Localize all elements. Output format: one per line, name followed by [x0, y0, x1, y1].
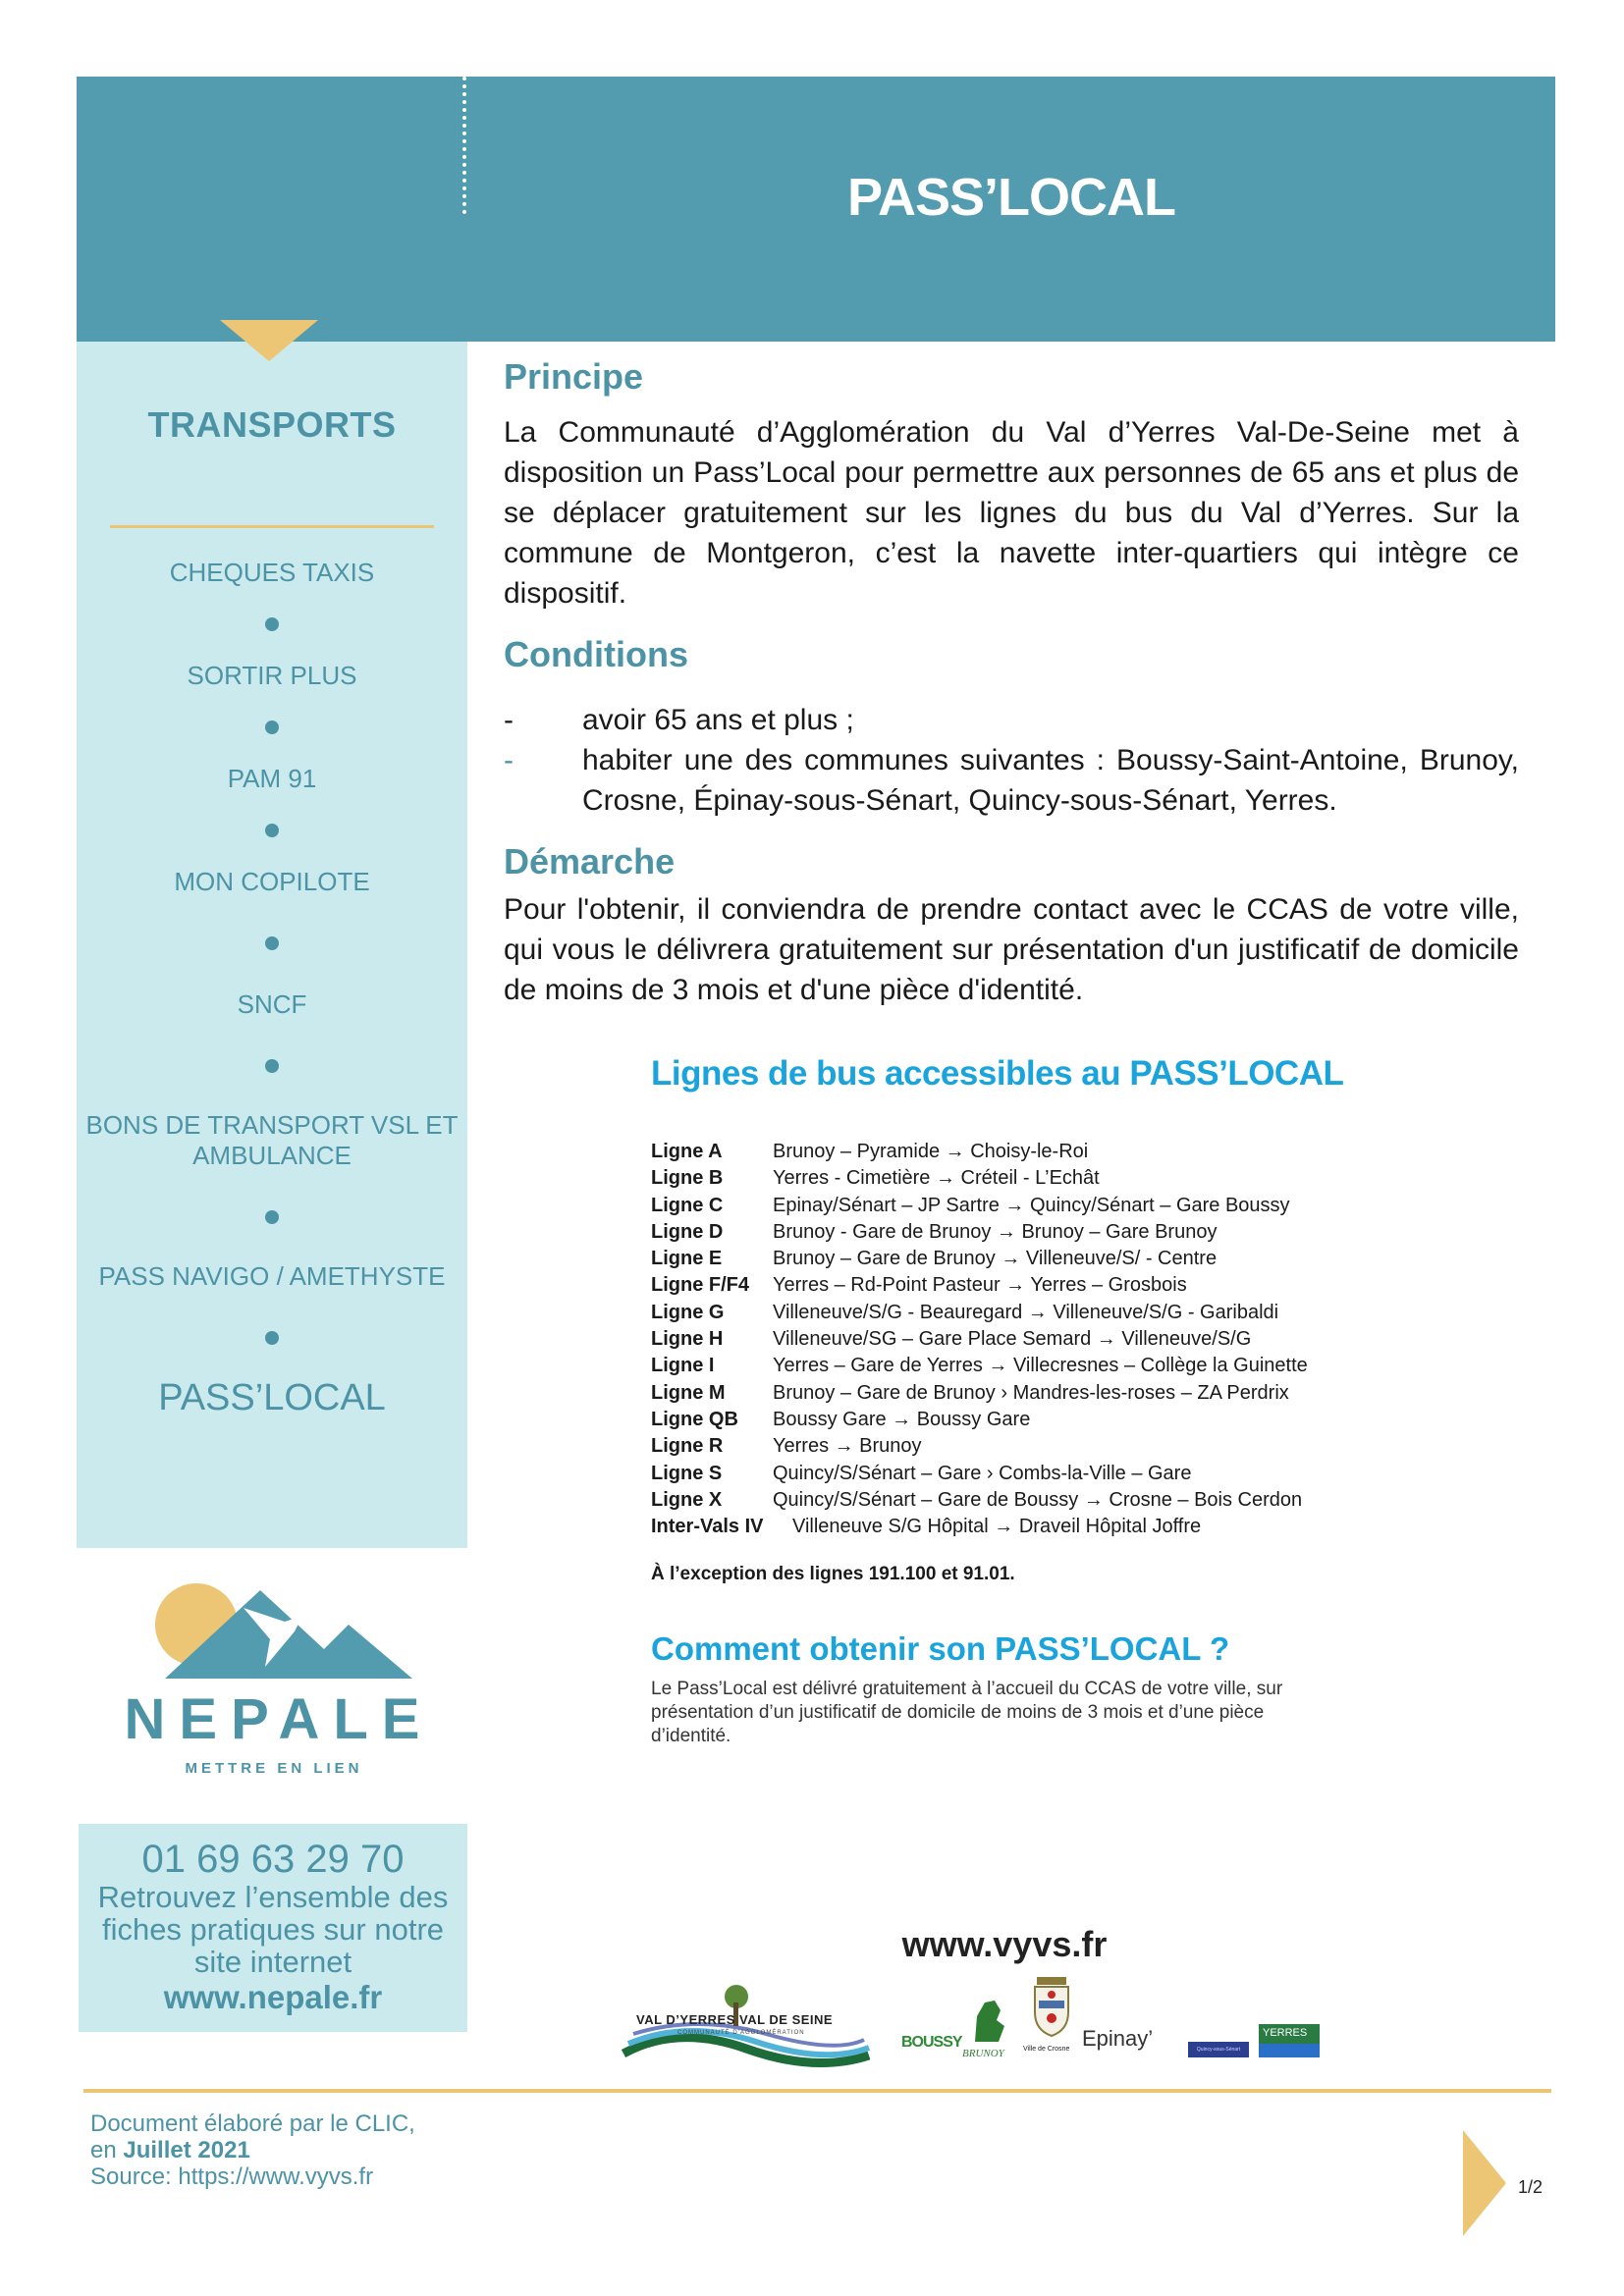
bullet-icon	[265, 1059, 279, 1073]
partner-logos	[619, 1975, 1365, 2073]
sidebar-heading: TRANSPORTS	[147, 404, 397, 445]
bus-line-route: Brunoy - Gare de Brunoy → Brunoy – Gare Brunoy	[773, 1220, 1218, 1243]
bus-line-route: Villeneuve/S/G - Beauregard → Villeneuve/S/G - Garibaldi	[773, 1301, 1279, 1323]
bullet-icon	[265, 824, 279, 837]
bus-line-route: Brunoy – Pyramide → Choisy-le-Roi	[773, 1141, 1089, 1162]
bus-line-row	[651, 1380, 1308, 1407]
condition-text: habiter une des communes suivantes : Boussy-Saint-Antoine, Brunoy, Crosne, Épinay-sous-Sénart, Quincy-sous-Sénart, Yerres.	[582, 744, 1519, 817]
demarche-text: Pour l'obtenir, il conviendra de prendre contact avec le CCAS de votre ville, qui vous le délivrera gratuitement sur présentation d'un justificatif de domicile de moins de 3 mois et d'une pièce d'identité.	[504, 893, 1519, 1006]
bus-line-name: Ligne A	[651, 1141, 723, 1162]
dotted-divider	[462, 77, 466, 214]
bus-line-name: Ligne D	[651, 1220, 724, 1243]
bus-line-route: Yerres – Rd-Point Pasteur → Yerres – Grosbois	[773, 1274, 1187, 1297]
dash-bullet-icon: -	[504, 744, 514, 776]
condition-text: avoir 65 ans et plus ;	[582, 704, 854, 736]
footer-line-1: Document élaboré par le CLIC,	[90, 2110, 415, 2137]
how-to-obtain-text: Le Pass’Local est délivré gratuitement à l’accueil du CCAS de votre ville, sur présentation d’un justificatif de domicile de moins de 3 mois et d’une pièce d’identité.	[651, 1679, 1283, 1747]
brunoy-lion-icon	[967, 1997, 1011, 2044]
sidebar-item-mon-copilote[interactable]: MON COPILOTE	[174, 867, 370, 896]
footer-date: Juillet 2021	[123, 2137, 250, 2163]
boussy-logo: BOUSSY	[901, 2034, 962, 2051]
bus-line-name: Ligne G	[651, 1301, 725, 1323]
footer-date-prefix: en	[90, 2137, 124, 2163]
bus-line-route: Quincy/S/Sénart – Gare de Boussy → Crosne – Bois Cerdon	[773, 1488, 1303, 1511]
next-page-arrow-icon[interactable]	[1463, 2130, 1506, 2236]
contact-box	[79, 1824, 467, 2032]
conditions-list	[504, 700, 1519, 821]
bus-line-row	[651, 1139, 1308, 1165]
main-content	[504, 353, 1519, 1010]
crosne-crest-icon	[1029, 1975, 1074, 2040]
bus-line-name: Ligne F/F4	[651, 1274, 749, 1297]
bus-line-row	[651, 1326, 1308, 1353]
bus-line-row	[651, 1193, 1308, 1219]
footer-line-2	[90, 2137, 415, 2163]
bus-line-row	[651, 1353, 1308, 1379]
bus-line-row	[651, 1246, 1308, 1272]
bus-line-route: Quincy/S/Sénart – Gare › Combs-la-Ville – Gare	[773, 1462, 1192, 1484]
bus-line-name: Ligne X	[651, 1488, 723, 1511]
sidebar-menu	[77, 558, 467, 1419]
bus-line-name: Inter-Vals IV	[651, 1516, 764, 1538]
yerres-logo-band	[1259, 2044, 1320, 2057]
bus-line-row	[651, 1272, 1308, 1299]
bus-lines-block	[651, 1052, 1358, 1748]
bus-line-row	[651, 1433, 1308, 1460]
quincy-logo: Quincy-sous-Sénart	[1188, 2042, 1249, 2057]
sidebar-item-pam-91[interactable]: PAM 91	[227, 764, 317, 793]
contact-text: Retrouvez l’ensemble des fiches pratiques sur notre site internet	[97, 1880, 449, 1979]
how-to-obtain-title: Comment obtenir son PASS’LOCAL ?	[651, 1630, 1230, 1668]
sidebar-item-sncf[interactable]: SNCF	[237, 989, 307, 1019]
page-number: 1/2	[1518, 2177, 1543, 2197]
bus-lines-title: Lignes de bus accessibles au PASS’LOCAL	[651, 1054, 1344, 1093]
bus-line-name: Ligne H	[651, 1328, 724, 1351]
sidebar-item-sortir-plus[interactable]: SORTIR PLUS	[187, 661, 357, 690]
bus-line-row	[651, 1514, 1308, 1540]
bus-exception-note: À l’exception des lignes 191.100 et 91.01.	[651, 1564, 1015, 1585]
bus-line-route: Epinay/Sénart – JP Sartre → Quincy/Sénart – Gare Boussy	[773, 1194, 1290, 1216]
footer-divider	[83, 2089, 1551, 2093]
section-title-demarche: Démarche	[504, 841, 676, 881]
crosne-logo: Ville de Crosne	[1023, 2046, 1070, 2053]
sidebar-divider	[110, 525, 434, 528]
bus-line-row	[651, 1407, 1308, 1433]
footer-source: Source: https://www.vyvs.fr	[90, 2163, 374, 2190]
bus-line-name: Ligne S	[651, 1462, 723, 1484]
yerres-logo-text: YERRES	[1263, 2027, 1308, 2039]
bus-line-route: Brunoy – Gare de Brunoy › Mandres-les-roses – ZA Perdrix	[773, 1381, 1289, 1404]
yerres-logo	[1259, 2024, 1320, 2057]
bus-line-name: Ligne C	[651, 1194, 724, 1216]
bus-line-name: Ligne I	[651, 1355, 715, 1377]
section-title-principe: Principe	[504, 356, 644, 397]
bus-line-name: Ligne M	[651, 1381, 726, 1404]
bus-line-row	[651, 1300, 1308, 1326]
bus-line-name: Ligne R	[651, 1435, 724, 1458]
bullet-icon	[265, 936, 279, 950]
bus-lines-table	[651, 1139, 1308, 1540]
bus-line-route: Villeneuve/SG – Gare Place Semard → Villeneuve/S/G	[773, 1328, 1252, 1351]
bus-line-route: Yerres → Brunoy	[773, 1435, 922, 1458]
contact-phone[interactable]: 01 69 63 29 70	[141, 1838, 405, 1881]
bus-line-route: Boussy Gare → Boussy Gare	[773, 1408, 1031, 1430]
vyvs-logo-icon	[619, 1985, 874, 2073]
vyvs-logo-text: VAL D’YERRES VAL DE SEINE	[636, 2012, 834, 2027]
sidebar-item-bons-transport[interactable]: BONS DE TRANSPORT VSL ET AMBULANCE	[85, 1110, 459, 1170]
sidebar-item-cheques-taxis[interactable]: CHEQUES TAXIS	[169, 558, 375, 587]
principe-text: La Communauté d’Agglomération du Val d’Yerres Val-De-Seine met à disposition un Pass’Local pour permettre aux personnes de 65 ans et plus de se déplacer gratuitement sur les lignes du bus du Val d’Yerres. Sur la commune de Montgeron, c’est la navette inter-quartiers qui intègre ce dispositif.	[504, 416, 1519, 610]
bus-line-route: Villeneuve S/G Hôpital → Draveil Hôpital Joffre	[792, 1516, 1202, 1538]
bullet-icon	[265, 721, 279, 734]
triangle-down-icon	[220, 320, 318, 361]
vyvs-website-link[interactable]: www.vyvs.fr	[901, 1924, 1108, 1964]
bullet-icon	[265, 1331, 279, 1345]
vyvs-logo-subtext: COMMUNAUTÉ D’AGGLOMÉRATION	[677, 2030, 805, 2036]
condition-item	[504, 740, 1519, 821]
bus-line-name: Ligne E	[651, 1248, 723, 1270]
bus-line-row	[651, 1165, 1308, 1192]
nepale-logo-icon	[128, 1571, 422, 1787]
bus-line-name: Ligne QB	[651, 1408, 738, 1430]
bus-line-route: Yerres – Gare de Yerres → Villecresnes – Collège la Guinette	[773, 1355, 1308, 1377]
bus-line-route: Yerres - Cimetière → Créteil - L’Echât	[773, 1167, 1100, 1190]
footer-credits	[90, 2110, 415, 2190]
dash-bullet-icon: -	[504, 704, 514, 736]
epinay-logo: Epinay’	[1082, 2026, 1154, 2051]
sidebar-item-pass-navigo[interactable]: PASS NAVIGO / AMETHYSTE	[98, 1261, 446, 1291]
bus-line-row	[651, 1219, 1308, 1246]
nepale-website-link[interactable]: www.nepale.fr	[163, 1979, 383, 2015]
page-title: PASS’LOCAL	[846, 168, 1175, 227]
bus-line-row	[651, 1461, 1308, 1487]
logo-name: NEPALE	[124, 1687, 434, 1751]
bullet-icon	[265, 1210, 279, 1224]
bus-line-route: Brunoy – Gare de Brunoy → Villeneuve/S/ - Centre	[773, 1248, 1218, 1270]
sidebar-item-pass-local[interactable]: PASS’LOCAL	[158, 1377, 386, 1418]
bus-line-row	[651, 1487, 1308, 1514]
condition-item	[504, 700, 1519, 740]
section-title-conditions: Conditions	[504, 634, 688, 674]
bus-line-name: Ligne B	[651, 1167, 724, 1190]
brunoy-logo: BRUNOY	[962, 2048, 1004, 2059]
bullet-icon	[265, 617, 279, 631]
logo-tagline: METTRE EN LIEN	[185, 1760, 363, 1777]
